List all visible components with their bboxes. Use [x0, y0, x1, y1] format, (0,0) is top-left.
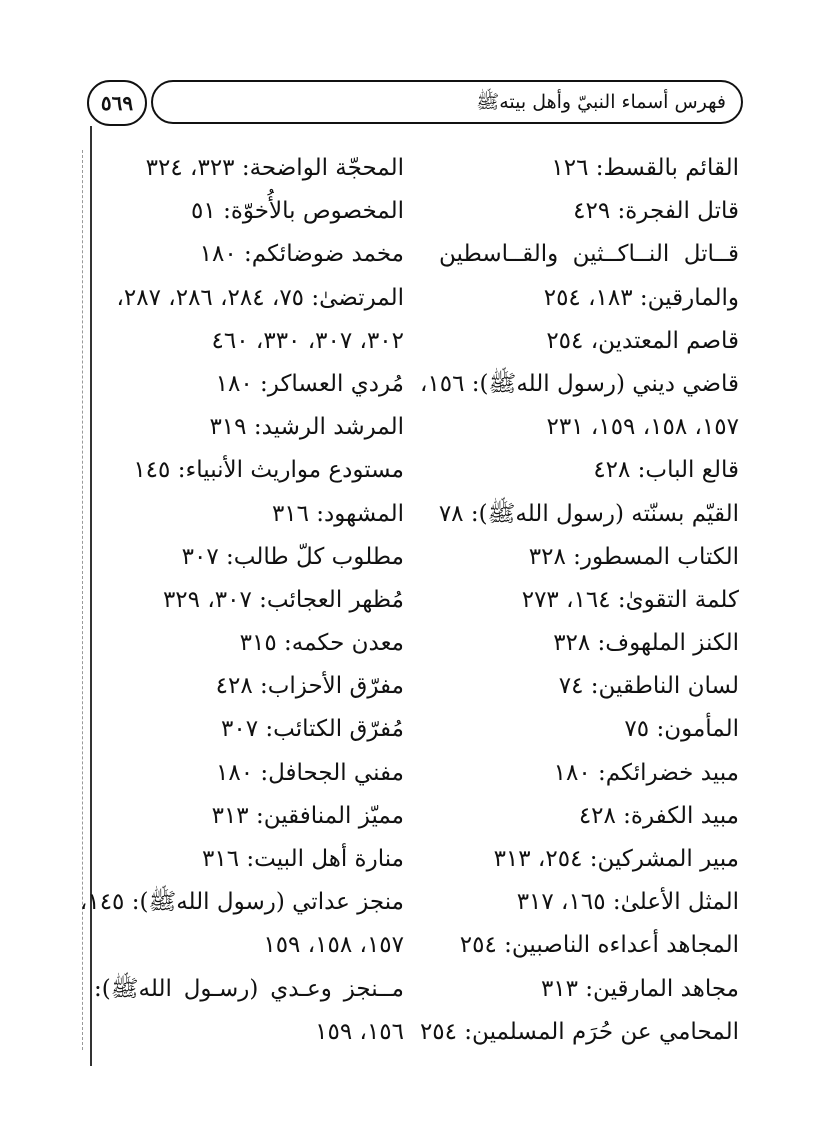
- index-entry: القائم بالقسط: ١٢٦: [551, 155, 739, 181]
- index-entry: كلمة التقوىٰ: ١٦٤، ٢٧٣: [521, 586, 739, 613]
- index-entry: قاصم المعتدين، ٢٥٤: [546, 327, 739, 354]
- index-entry: منجز عداتي (رسول اللهﷺ): ١٤٥،: [79, 889, 404, 916]
- margin-rule: [90, 126, 92, 1066]
- index-entry: مبيد الكفرة: ٤٢٨: [578, 802, 739, 829]
- index-entry: المثل الأعلىٰ: ١٦٥، ٣١٧: [516, 889, 739, 916]
- index-entry: المشهود: ٣١٦: [271, 500, 404, 527]
- index-entry: المحامي عن حُرَم المسلمين: ٢٥٤: [419, 1018, 739, 1045]
- index-entry: مُردي العساكر: ١٨٠: [215, 370, 404, 397]
- index-entry: مــنجز وعـدي (رسـول اللهﷺ):: [94, 975, 404, 1002]
- index-entry: معدن حكمه: ٣١٥: [239, 630, 404, 657]
- index-entry: لسان الناطقين: ٧٤: [558, 673, 739, 700]
- index-entry: مخمد ضوضائكم: ١٨٠: [199, 241, 404, 268]
- index-entry: مبيد خضرائكم: ١٨٠: [553, 759, 739, 786]
- index-column-left: [79, 147, 404, 1054]
- index-entry: قــاتل النــاكــثين والقــاسطين: [439, 241, 739, 268]
- index-entry: مفرّق الأحزاب: ٤٢٨: [215, 673, 404, 700]
- index-entry: ١٥٧، ١٥٨، ١٥٩: [263, 932, 404, 959]
- index-entry: المرتضىٰ: ٧٥، ٢٨٤، ٢٨٦، ٢٨٧،: [116, 284, 404, 311]
- index-column-right: [419, 147, 739, 1054]
- page-number: ٥٦٩: [87, 80, 147, 126]
- running-header-title: فهرس أسماء النبيّ وأهل بيتهﷺ: [476, 91, 726, 113]
- index-entry: المأمون: ٧٥: [624, 716, 739, 743]
- index-entry: المحجّة الواضحة: ٣٢٣، ٣٢٤: [145, 155, 404, 181]
- index-entry: ١٥٧، ١٥٨، ١٥٩، ٢٣١: [546, 414, 739, 441]
- index-entry: المخصوص بالأُخوّة: ٥١: [191, 198, 404, 225]
- index-entry: مُظهر العجائب: ٣٠٧، ٣٢٩: [162, 586, 404, 613]
- index-entry: قاضي ديني (رسول اللهﷺ): ١٥٦،: [420, 370, 739, 397]
- index-entry: الكنز الملهوف: ٣٢٨: [553, 630, 739, 657]
- index-entry: مميّز المنافقين: ٣١٣: [211, 802, 404, 829]
- index-entry: ٣٠٢، ٣٠٧، ٣٣٠، ٤٦٠: [211, 327, 404, 354]
- index-entry: الكتاب المسطور: ٣٢٨: [528, 543, 739, 570]
- index-entry: القيّم بسنّته (رسول اللهﷺ): ٧٨: [438, 500, 739, 527]
- index-entry: مُفرّق الكتائب: ٣٠٧: [221, 716, 404, 743]
- index-entry: منارة أهل البيت: ٣١٦: [202, 846, 404, 872]
- index-entry: والمارقين: ١٨٣، ٢٥٤: [543, 284, 739, 311]
- index-entry: قاتل الفجرة: ٤٢٩: [573, 198, 739, 225]
- index-entry: ١٥٦، ١٥٩: [315, 1018, 404, 1045]
- index-entry: مستودع مواريث الأنبياء: ١٤٥: [133, 457, 404, 484]
- index-entry: مجاهد المارقين: ٣١٣: [540, 975, 739, 1002]
- index-entry: مبير المشركين: ٢٥٤، ٣١٣: [493, 846, 739, 872]
- index-entry: قالع الباب: ٤٢٨: [593, 457, 739, 484]
- index-entry: مطلوب كلّ طالب: ٣٠٧: [181, 543, 404, 570]
- index-entry: المجاهد أعداءه الناصبين: ٢٥٤: [459, 932, 739, 959]
- index-entry: مفني الجحافل: ١٨٠: [215, 759, 404, 786]
- index-entry: المرشد الرشيد: ٣١٩: [209, 414, 404, 441]
